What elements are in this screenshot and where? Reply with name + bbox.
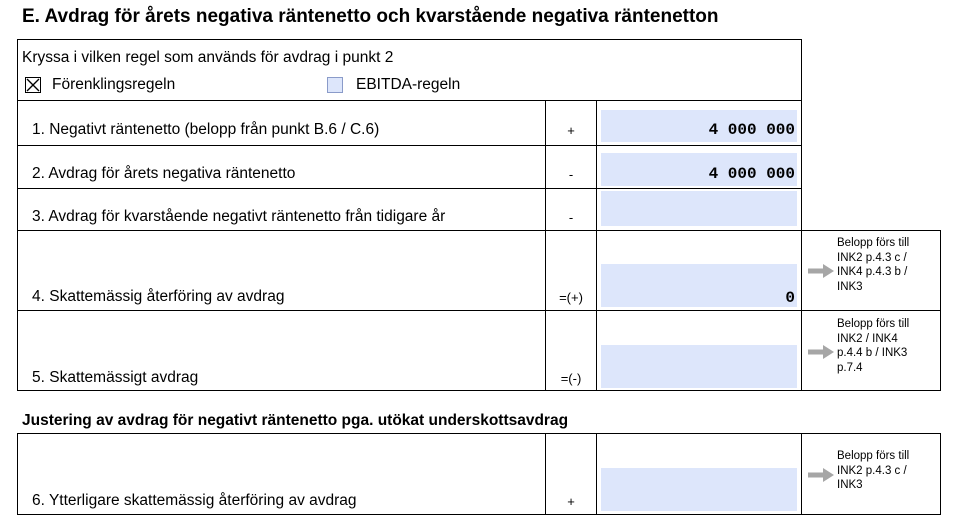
row-label: 4. Skattemässig återföring av avdrag [32,288,285,305]
row-label: 3. Avdrag för kvarstående negativt räntenetto från tidigare år [32,208,446,225]
table-border-bottom [17,390,941,391]
rule-prompt: Kryssa i vilken regel som används för avdrag i punkt 2 [22,49,394,66]
row-divider [17,100,802,101]
arrow-right-icon [808,468,834,482]
check-x-icon [26,78,40,92]
table-border-right [940,433,941,515]
row-sign: + [567,123,575,138]
transfer-note: Belopp förs till INK2 / INK4 p.4.4 b / INK3 p.7.4 [837,318,910,374]
row-label: 2. Avdrag för årets negativa räntenetto [32,165,296,182]
column-divider [801,433,802,515]
amount-input[interactable] [601,468,797,511]
row-divider [17,230,941,231]
amount-input[interactable]: 4 000 000 [601,110,797,142]
amount-input[interactable]: 0 [601,264,797,307]
row-sign: - [568,210,574,225]
transfer-note: Belopp förs till INK2 p.4.3 c / INK3 [837,450,910,491]
column-divider [596,100,597,390]
arrow-right-icon [808,264,834,278]
row-sign: =(+) [559,290,583,305]
row-divider [17,145,802,146]
amount-input[interactable] [601,191,797,226]
table-border-left [17,433,18,515]
transfer-note: Belopp förs till INK2 p.4.3 c / INK4 p.4.3 b / INK3 [837,237,910,293]
adjustment-heading: Justering av avdrag för negativt räntenetto pga. utökat underskottsavdrag [22,412,569,429]
checkbox-forenklingsregeln[interactable] [25,77,41,93]
table-border-left [17,39,18,391]
table-border-top [17,433,941,434]
amount-input[interactable] [601,345,797,388]
table-border-right-upper [801,39,802,230]
row-label: 1. Negativt räntenetto (belopp från punkt B.6 / C.6) [32,121,380,138]
column-divider [801,230,802,390]
amount-input[interactable]: 4 000 000 [601,153,797,186]
row-divider [17,310,941,311]
checkbox-ebitda-regeln[interactable] [327,77,343,93]
row-sign: - [568,167,574,182]
option-label: EBITDA-regeln [356,76,461,93]
row-sign: =(-) [560,371,582,386]
table-border-top [17,39,802,40]
section-title: E. Avdrag för årets negativa räntenetto och kvarstående negativa räntenetton [22,6,719,27]
row-label: 6. Ytterligare skattemässig återföring av avdrag [32,492,357,509]
table-border-bottom [17,514,941,515]
row-divider [17,188,802,189]
row-sign: + [567,494,575,509]
option-label: Förenklingsregeln [52,76,176,93]
table-border-right [940,230,941,390]
column-divider [545,100,546,390]
row-label: 5. Skattemässigt avdrag [32,369,199,386]
arrow-right-icon [808,345,834,359]
column-divider [596,433,597,515]
